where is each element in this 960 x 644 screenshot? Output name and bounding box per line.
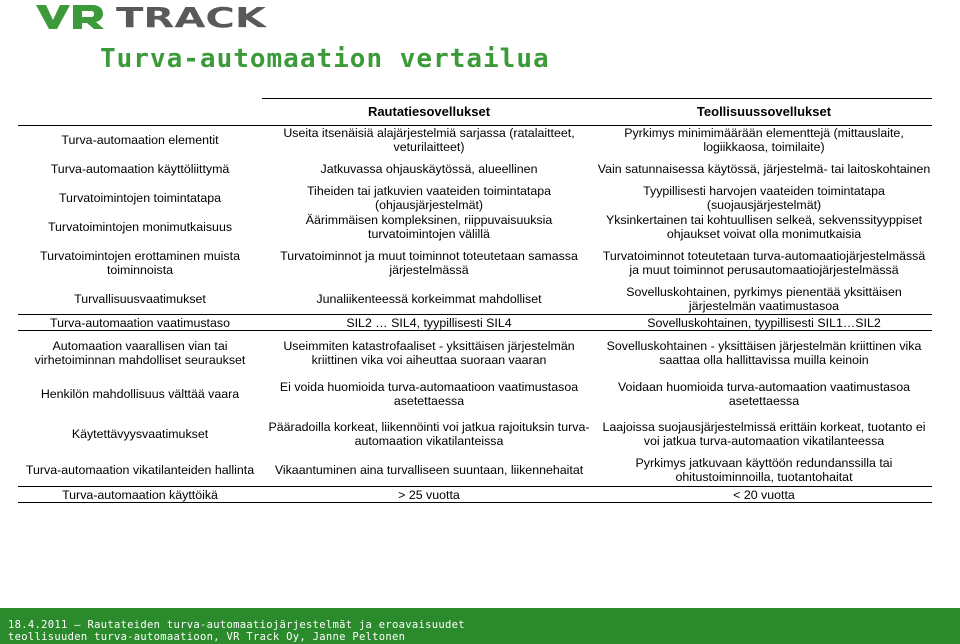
- table-row: [18, 375, 932, 413]
- rail-cell: > 25 vuotta: [262, 487, 596, 503]
- table-row: [18, 183, 932, 213]
- industry-cell: Tyypillisesti harvojen vaateiden toimintatapa (suojausjärjestelmät): [643, 183, 885, 212]
- rail-cell: Junaliikenteessä korkeimmat mahdolliset: [316, 292, 542, 307]
- industry-cell: Vain satunnaisessa käytössä, järjestelmä- tai laitoskohtainen: [597, 161, 931, 176]
- row-label: Turva-automaation elementit: [18, 126, 262, 155]
- rail-cell: Jatkuvassa ohjauskäytössä, alueellinen: [320, 161, 538, 176]
- table-row: [18, 155, 932, 183]
- row-label: Turvatoimintojen monimutkaisuus: [47, 219, 233, 234]
- industry-cell: Voidaan huomioida turva-automaation vaatimustasoa asetettaessa: [617, 379, 911, 408]
- row-label: Automaation vaarallisen vian tai virhetoiminnan mahdolliset seuraukset: [34, 338, 246, 367]
- industry-cell: Sovelluskohtainen, pyrkimys pienentää yksittäisen järjestelmän vaatimustasoa: [626, 285, 902, 314]
- industry-cell: Pyrkimys jatkuvaan käyttöön redundanssilla tai ohitustoiminnoilla, tuotantohaitat: [635, 456, 893, 485]
- header-blank: [18, 99, 262, 126]
- table-row: [18, 126, 932, 155]
- industry-cell: < 20 vuotta: [596, 487, 932, 503]
- footer-line-1: 18.4.2011 – Rautateiden turva-automaatiojärjestelmät ja eroavaisuudet: [8, 619, 465, 631]
- footer-band: [0, 608, 960, 644]
- rail-cell: Tiheiden tai jatkuvien vaateiden toimintatapa (ohjausjärjestelmät): [306, 183, 552, 212]
- industry-cell: Sovelluskohtainen - yksittäisen järjestelmän kriittinen vika saattaa olla hallittavissa muilla keinoin: [606, 338, 922, 367]
- header-rail: Rautatiesovellukset: [262, 99, 596, 126]
- industry-cell: Yksinkertainen tai kohtuullisen selkeä, sekvenssityyppiset ohjaukset voivat olla monimutkaisia: [605, 212, 923, 241]
- page-title: Turva-automaation vertailua: [100, 44, 550, 74]
- rail-cell: Äärimmäisen kompleksinen, riippuvaisuuksia turvatoimintojen välillä: [305, 212, 553, 241]
- table-row: [18, 455, 932, 487]
- row-label: Turvallisuusvaatimukset: [74, 292, 206, 307]
- table-row: [18, 285, 932, 315]
- industry-cell: Pyrkimys minimimäärään elementtejä (mittauslaite, logiikkaosa, toimilaite): [596, 126, 932, 155]
- rail-cell: Ei voida huomioida turva-automaatioon vaatimustasoa asetettaessa: [279, 379, 579, 408]
- industry-cell: Sovelluskohtainen, tyypillisesti SIL1…SIL2: [596, 315, 932, 331]
- table-row: [18, 487, 932, 503]
- table-row: [18, 315, 932, 331]
- row-label: Turvatoimintojen erottaminen muista toiminnoista: [40, 248, 240, 277]
- rail-cell: Useita itsenäisiä alajärjestelmiä sarjassa (ratalaitteet, veturilaitteet): [262, 126, 596, 155]
- row-label: Turvatoimintojen toimintatapa: [58, 190, 222, 205]
- rail-cell: Useimmiten katastrofaaliset - yksittäisen järjestelmän kriittinen vika voi aiheuttaa suoraan vaaran: [283, 338, 575, 367]
- rail-cell: Vikaantuminen aina turvalliseen suuntaan, liikennehaitat: [274, 463, 584, 478]
- header-industry: Teollisuussovellukset: [596, 99, 932, 126]
- table-row: [18, 213, 932, 241]
- table-row: [18, 241, 932, 285]
- footer-line-2: teollisuuden turva-automaatioon, VR Track Oy, Janne Peltonen: [8, 631, 406, 643]
- rail-cell: Turvatoiminnot ja muut toiminnot toteutetaan samassa järjestelmässä: [280, 248, 578, 277]
- row-label: Turva-automaation käyttöikä: [18, 487, 262, 503]
- logo-mark-icon: [36, 5, 104, 29]
- rail-cell: SIL2 … SIL4, tyypillisesti SIL4: [262, 315, 596, 331]
- vr-track-logo: [36, 3, 268, 29]
- row-label: Turva-automaation käyttöliittymä: [50, 161, 230, 176]
- row-label: Turva-automaation vaatimustaso: [18, 315, 262, 331]
- row-label: Käytettävyysvaatimukset: [71, 426, 209, 441]
- rail-cell: Pääradoilla korkeat, liikennöinti voi jatkua rajoituksin turva-automaation vikatilanteissa: [268, 419, 590, 448]
- row-label: Turva-automaation vikatilanteiden hallinta: [25, 463, 255, 478]
- industry-cell: Laajoissa suojausjärjestelmissä erittäin korkeat, tuotanto ei voi jatkua turva-automaation vikatilanteessa: [602, 419, 926, 448]
- industry-cell: Turvatoiminnot toteutetaan turva-automaatiojärjestelmässä ja muut toiminnot perusautomaatiojärjestelmässä: [602, 248, 926, 277]
- table-row: [18, 331, 932, 375]
- logo-wordmark: TRACK: [116, 3, 268, 29]
- comparison-table: [18, 98, 932, 503]
- table-header-row: [18, 99, 932, 126]
- row-label: Henkilön mahdollisuus välttää vaara: [40, 386, 240, 401]
- table-row: [18, 413, 932, 455]
